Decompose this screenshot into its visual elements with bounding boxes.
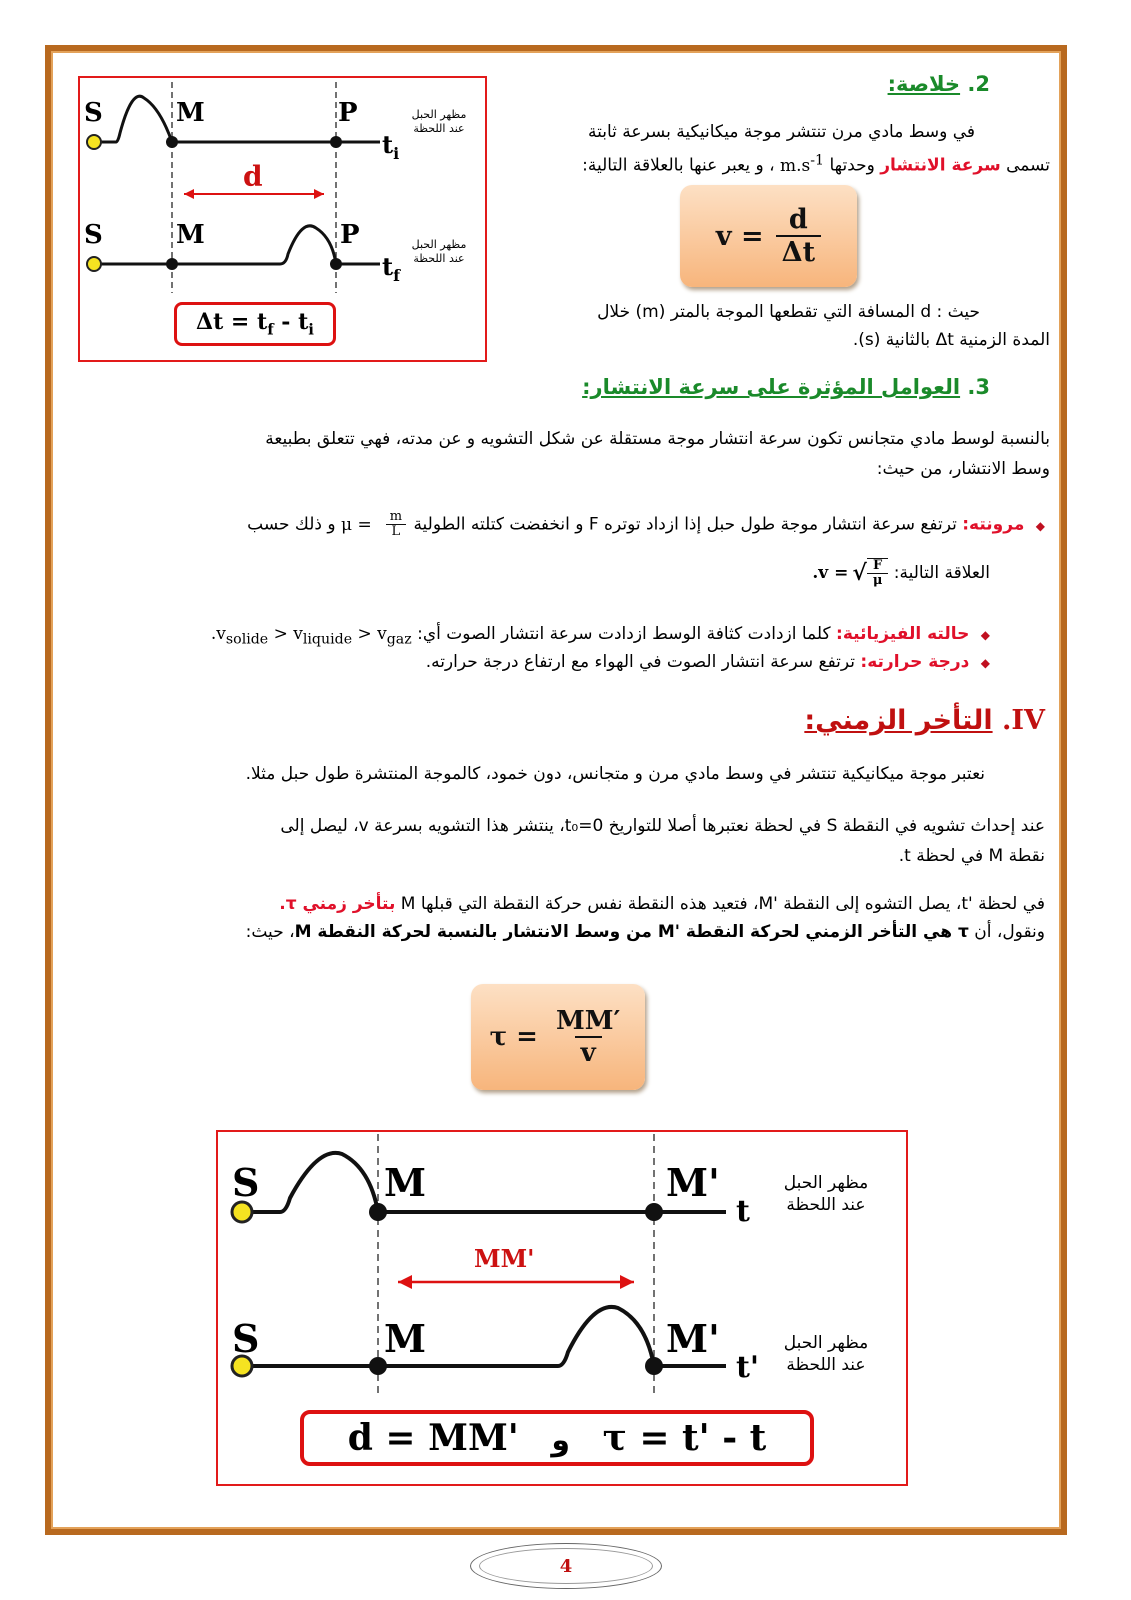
label-Mp-top: M' (666, 1160, 720, 1205)
intro-line-2: تسمى سرعة الانتشار وحدتها $m.s^{-1}$ ، و يعبر عنها بالعلاقة التالية: (582, 152, 1050, 176)
section-2-title: خلاصة: (887, 72, 961, 96)
label-d: d (243, 160, 263, 193)
section-3-title: العوامل المؤثرة على سرعة الانتشار: (582, 375, 961, 399)
speed-formula-box (680, 185, 857, 287)
delay-formula-box (471, 984, 645, 1090)
tau-relation: τ = t' - t (602, 1417, 767, 1459)
section-4-heading (800, 705, 1045, 736)
section-3-number: 3. (967, 375, 990, 399)
formula-numerator: MM′ (555, 1006, 621, 1036)
section-4-p1: نعتبر موجة ميكانيكية تنتشر في وسط مادي مرن و متجانس، دون خمود، كالموجة المنتشرة طول حبل مثلا. (245, 764, 985, 784)
section-2-number: 2. (967, 72, 990, 96)
unit: m.s (780, 155, 811, 176)
label-P-bottom: P (340, 220, 360, 250)
section-3-heading (560, 375, 990, 399)
bullet-elasticity: ◆ مرونته: ترتفع سرعة انتشار موجة طول حبل إذا ازداد توتره F و انخفضت كتلته الطولية μ = $\frac{m}{L}$ و ذلك حسب (247, 509, 1045, 539)
distance-relation: d = MM' (347, 1417, 519, 1459)
label-S-bottom: S (232, 1316, 260, 1361)
label-Mp-bottom: M' (666, 1316, 720, 1361)
figure-wave-distance (78, 76, 487, 362)
section-4-p3-line-1: في لحظة 't، يصل التشوه إلى النقطة 'M، فتعيد هذه النقطة نفس حركة النقطة التي قبلها M بتأخر زمني τ. (279, 894, 1045, 914)
caption-bottom: مظهر الحبل عند اللحظة (411, 238, 467, 265)
label-MMp: MM' (474, 1244, 535, 1273)
bullet-physical-state: ◆ حالته الفيزيائية: كلما ازدادت كثافة الوسط ازدادت سرعة انتشار الصوت أي: $.v_{solide} > v_{liquide} > v_{gaz}$ (210, 624, 990, 648)
propagation-speed-term: سرعة الانتشار (880, 155, 1001, 176)
label-M-bottom: M (176, 220, 205, 250)
section-4-p3-line-2: ونقول، أن τ هي التأخر الزمني لحركة النقطة 'M من وسط الانتشار بالنسبة لحركة النقطة M، حيث: (245, 922, 1045, 942)
bullet-temperature: ◆ درجة حرارته: ترتفع سرعة انتشار الصوت في الهواء مع ارتفاع درجة حرارته. (425, 652, 990, 672)
formula-denominator: Δt (776, 235, 821, 268)
delay-relation-box: d = MM' و τ = t' - t (300, 1410, 814, 1466)
section-4-p2-line-2: نقطة M في لحظة t. (898, 846, 1045, 866)
caption-bottom: مظهر الحبل عند اللحظة (783, 1333, 869, 1375)
label-S-top: S (84, 98, 103, 128)
section-4-number: IV. (1002, 705, 1045, 736)
bullet-icon: ◆ (980, 656, 990, 670)
time-delay-definition: τ هي التأخر الزمني لحركة النقطة 'M من وسط الانتشار بالنسبة لحركة النقطة M (294, 922, 969, 942)
section-2-intro (505, 118, 975, 146)
label-M-bottom: M (384, 1316, 427, 1361)
label-S-bottom: S (84, 220, 103, 250)
label-S-top: S (232, 1160, 260, 1205)
section-3-para-line-2: وسط الانتشار، من حيث: (876, 459, 1050, 479)
caption-top: مظهر الحبل عند اللحظة (411, 108, 467, 135)
label-P-top: P (338, 98, 358, 128)
formula-lhs: v = (715, 220, 764, 252)
section-4-p2-line-1: عند إحداث تشويه في النقطة S في لحظة نعتبرها أصلا للتواريخ t₀=0، ينتشر هذا التشويه بسرعة v، ليصل إلى (280, 816, 1045, 836)
where-line-1: حيث : d المسافة التي تقطعها الموجة بالمتر (m) خلال (597, 302, 980, 322)
label-tf: $t_f$ (382, 252, 400, 285)
label-ti: $t_i$ (382, 130, 400, 163)
bullet-icon: ◆ (980, 628, 990, 642)
intro-line-1: في وسط مادي مرن تنتشر موجة ميكانيكية بسرعة ثابتة (587, 122, 975, 142)
formula-denominator: v (575, 1036, 602, 1068)
formula-numerator: d (788, 204, 808, 235)
caption-top: مظهر الحبل عند اللحظة (783, 1173, 869, 1215)
page-number: 4 (470, 1543, 662, 1589)
bullet-elasticity-line-2: العلاقة التالية: .v = √ $\frac{F}{\mu}$ (812, 558, 990, 588)
section-4-title: التأخر الزمني: (804, 705, 993, 736)
where-line-2: المدة الزمنية Δt بالثانية (s). (852, 330, 1050, 350)
time-delay-term: بتأخر زمني τ. (279, 894, 396, 914)
bullet-icon: ◆ (1035, 518, 1045, 533)
label-M-top: M (384, 1160, 427, 1205)
label-M-top: M (176, 98, 205, 128)
delta-t-formula: $\Delta t = t_f - t_i$ (174, 302, 336, 346)
label-t-prime: t' (736, 1350, 760, 1385)
section-3-para-line-1: بالنسبة لوسط مادي متجانس تكون سرعة انتشار موجة مستقلة عن شكل التشويه و عن مدته، فهي تتعلق بطبيعة (265, 429, 1050, 449)
figure-time-delay (216, 1130, 908, 1486)
formula-lhs: τ = (489, 1022, 538, 1052)
section-2-heading (700, 72, 990, 96)
label-t: t (736, 1194, 750, 1229)
